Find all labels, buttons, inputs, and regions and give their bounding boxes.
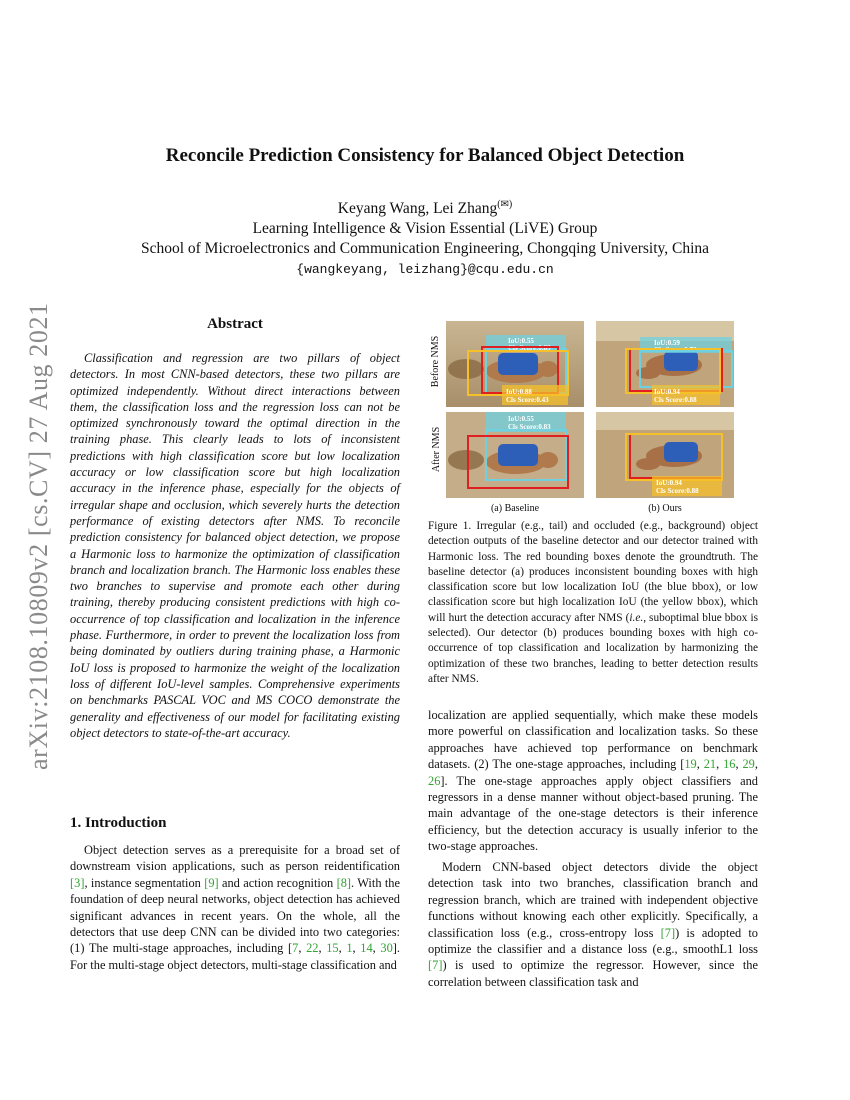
photo-baseline-before-nms [446,321,584,407]
abstract-text: Classification and regression are two pillars of object detectors. In most CNN-based detectors, these two pillars are optimized independently. Without direct interactions between them, the classification loss and the regression loss can not be optimized synchronously toward the optimal direction in the training phase. This clearly leads to lots of inconsistent predictions with high classification score but low localization accuracy or low classification score but high localization accuracy in the inference phase, especially for the objects of irregular shape and occlusion, which severely hurts the detection performance of existing detectors after NMS. To reconcile prediction consistency for balanced object detection, we propose a Harmonic loss to harmonize the optimization of classification branch and localization branch. The Harmonic loss enables these two branches to supervise and promote each other during training, thereby producing consistent predictions with high co-occurrence of top classification and localization in the inference phase. Furthermore, in order to prevent the localization loss from being dominated by outliers during training phase, a Harmonic IoU loss is proposed to harmonize the weight of the localization loss of different IoU-level samples. Comprehensive experiments on benchmarks PASCAL VOC and MS COCO demonstrate the generality and effectiveness of our model for facilitating existing object detectors to state-of-the-art accuracy. [70,351,400,740]
right-column-paragraph-1: localization are applied sequentially, which make these models more powerful on classification and localization tasks. So these approaches have achieved top performance on benchmark datasets. (2) The one-stage approaches, including [19, 21, 16, 29, 26]. The one-stage approaches apply object classifiers and regressors in a dense manner without object-based pruning. The main advantage of the one-stage detectors is their inference efficiency, but the detection accuracy is usually inferior to the two-stage approaches. [428,708,758,854]
svg-text:IoU:0.55: IoU:0.55 [508,415,534,423]
citation-link[interactable]: 29 [742,757,755,772]
svg-text:Cls Score:0.88: Cls Score:0.88 [654,396,697,404]
affiliation-group: Learning Intelligence & Vision Essential (LiVE) Group [252,220,598,237]
photo-ours-before-nms [596,321,734,407]
authors [0,199,850,218]
svg-text:IoU:0.88: IoU:0.88 [506,388,532,396]
section-heading-introduction: 1. Introduction [70,815,167,831]
svg-text:IoU:0.94: IoU:0.94 [656,479,682,487]
right-column-paragraph-2: Modern CNN-based object detectors divide the object detection task into two branches, classification branch and regression branch, which are trained with independent objective functions without knowing each other explicitly. Specifically, a classification loss (e.g., cross-entropy loss [7]) is adopted to optimize the classifier and a distance loss (e.g., smoothL1 loss [7]) is used to optimize the regressor. However, since the correlation between classification task and [428,860,759,989]
corresponding-author-mark: (✉) [497,199,513,210]
arxiv-identifier-text: arXiv:2108.10809v2 [cs.CV] 27 Aug 2021 [24,302,53,770]
arxiv-identifier [14,290,64,770]
abstract-heading: Abstract [207,316,263,332]
subcaption-baseline: (a) Baseline [490,503,540,514]
citation-link[interactable]: 30 [380,941,393,956]
citation-link[interactable]: [7] [660,925,676,940]
svg-text:IoU:0.55: IoU:0.55 [508,337,534,345]
intro-paragraph: Object detection serves as a prerequisite for a broad set of downstream vision applications, such as person reidentification [3], instance segmentation [9] and action recognition [8]. With the foundation of deep neural networks, object detection has achieved significant advances in recent years. On the whole, all the detectors that use deep CNN can be divided into two categories: (1) The multi-stage approaches, including [7, 22, 15, 1, 14, 30]. For the multi-stage object detectors, multi-stage classification and [70,843,400,972]
author-email: {wangkeyang, leizhang}@cqu.edu.cn [296,262,554,277]
citation-link[interactable]: 22 [306,941,319,956]
subcaption-ours: (b) Ours [648,503,682,514]
affiliation-school: School of Microelectronics and Communication Engineering, Chongqing University, China [140,240,710,257]
svg-text:IoU:0.94: IoU:0.94 [654,388,680,396]
citation-link[interactable]: [7] [428,958,443,973]
svg-text:Cls Score:0.43: Cls Score:0.43 [506,396,549,404]
citation-link[interactable]: 26 [428,773,441,788]
citation-link[interactable]: 1 [346,941,353,956]
row-label-before-nms: Before NMS [430,335,442,388]
citation-link[interactable]: 15 [326,941,339,956]
photo-baseline-after-nms [446,412,584,498]
row-label-after-nms: After NMS [431,426,443,473]
svg-text:Cls Score:0.88: Cls Score:0.88 [656,487,699,495]
svg-text:Cls Score:0.73: Cls Score:0.73 [654,346,697,354]
citation-link[interactable]: 7 [292,941,299,956]
citation-link[interactable]: [9] [204,875,219,890]
citation-link[interactable]: 19 [684,757,697,772]
citation-link[interactable]: [3] [70,875,85,890]
figure-1 [428,318,758,518]
paper-title: Reconcile Prediction Consistency for Balanced Object Detection [165,145,685,166]
citation-link[interactable]: [8] [336,875,352,890]
author-names: Keyang Wang, Lei Zhang [337,200,498,218]
svg-text:Cls Score:0.83: Cls Score:0.83 [508,423,551,431]
citation-link[interactable]: 14 [360,941,373,956]
photo-ours-after-nms [596,412,734,498]
svg-text:IoU:0.59: IoU:0.59 [654,339,680,347]
citation-link[interactable]: 16 [723,757,736,772]
svg-text:Cls Score:0.83: Cls Score:0.83 [508,344,551,352]
figure-1-caption: Figure 1. Irregular (e.g., tail) and occluded (e.g., background) object detection outputs of the baseline detector and our detector trained with Harmonic loss. The red bounding boxes denote the groundtruth. The baseline detector (a) produces inconsistent bounding boxes with high classification score but low localization IoU (the blue bbox), or low classification score but high localization IoU (the yellow bbox), which will hurt the detection accuracy after NMS (i.e., suboptimal blue bbox is selected). Our detector (b) produces bounding boxes with high co-occurrence of top classification and localization by harmonizing the optimization of these two branches, leading to better detection results after NMS. [428,520,758,685]
citation-link[interactable]: 21 [703,757,717,772]
